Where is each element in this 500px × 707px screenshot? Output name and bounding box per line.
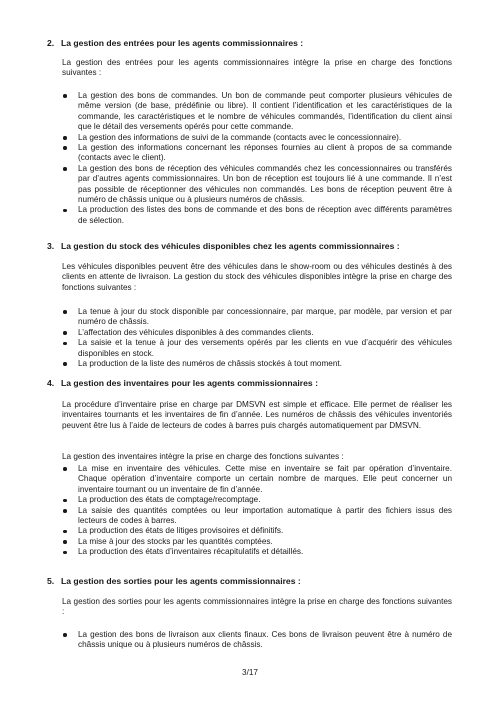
section-heading-3 bbox=[47, 241, 400, 252]
bullet-list bbox=[62, 307, 452, 369]
list-item: La gestion des bons de réception des véhicules commandés chez les concessionnaires ou transférés par d’autres agents commissionnaires. Un bon de réception est toujours lié à une commande. Il n’est pas possible de réceptionner des véhicules non commandés. Les bons de réception peuvent être à numéro de châssis unique ou à plusieurs numéros de châssis. bbox=[62, 164, 452, 206]
section-number: 5. bbox=[47, 576, 55, 586]
section-title: La gestion du stock des véhicules disponibles chez les agents commissionnaires : bbox=[61, 241, 400, 251]
section-title: La gestion des entrées pour les agents commissionnaires : bbox=[61, 38, 304, 48]
list-item: L’affectation des véhicules disponibles à des commandes clients. bbox=[62, 328, 452, 338]
section-number: 4. bbox=[47, 378, 55, 388]
list-item: La mise à jour des stocks par les quantités comptées. bbox=[62, 537, 452, 547]
section-intro: La gestion des entrées pour les agents commissionnaires intègre la prise en charge des fonctions suivantes : bbox=[62, 58, 452, 78]
list-item: La production des états de comptage/recomptage. bbox=[62, 495, 452, 505]
list-item: La production des états de litiges provisoires et définitifs. bbox=[62, 526, 452, 536]
section-title: La gestion des sorties pour les agents commissionnaires : bbox=[61, 576, 301, 586]
bullet-icon bbox=[63, 342, 67, 346]
list-item: La saisie des quantités comptées ou leur importation automatique à partir des fichiers issus des lecteurs de codes à barres. bbox=[62, 506, 452, 527]
bullet-icon bbox=[63, 530, 67, 534]
list-item: La production des listes des bons de commande et des bons de réception avec différents paramètres de sélection. bbox=[62, 205, 452, 226]
bullet-icon bbox=[63, 633, 67, 637]
section-title: La gestion des inventaires pour les agents commissionnaires : bbox=[61, 378, 318, 388]
list-item: La gestion des informations de suivi de la commande (contacts avec le concessionnaire). bbox=[62, 133, 452, 143]
list-item: La tenue à jour du stock disponible par concessionnaire, par marque, par modèle, par version et par numéro de châssis. bbox=[62, 307, 452, 328]
section-intro: Les véhicules disponibles peuvent être des véhicules dans le show-room ou des véhicules destinés à des clients en attente de livraison. La gestion du stock des véhicules disponibles intègre la prise en charge des fonctions suivantes : bbox=[62, 262, 452, 292]
list-item: La saisie et la tenue à jour des versements opérés par les clients en vue d’acquérir des véhicules disponibles en stock. bbox=[62, 338, 452, 359]
bullet-icon bbox=[63, 310, 67, 314]
bullet-list bbox=[62, 91, 452, 226]
section-intro: La procédure d’inventaire prise en charge par DMSVN est simple et efficace. Elle permet de réaliser les inventaires tournants et les inventaires de fin d’année. Les numéros de châssis des véhicules inventoriés peuvent être lus à l’aide de lecteurs de codes à barres puis chargés automatiquement par DMSVN. bbox=[62, 400, 452, 430]
section-heading-2 bbox=[47, 38, 303, 49]
bullet-icon bbox=[63, 136, 67, 140]
bullet-icon bbox=[63, 167, 67, 171]
section-intro: La gestion des sorties pour les agents commissionnaires intègre la prise en charge des fonctions suivantes : bbox=[62, 597, 452, 617]
section-heading-4 bbox=[47, 378, 318, 389]
section-number: 3. bbox=[47, 241, 55, 251]
section-heading-5 bbox=[47, 576, 301, 587]
bullet-icon bbox=[63, 209, 67, 213]
bullet-icon bbox=[63, 499, 67, 503]
list-item: La production de la liste des numéros de châssis stockés à tout moment. bbox=[62, 359, 452, 369]
list-item: La production des états d’inventaires récapitulatifs et détaillés. bbox=[62, 547, 452, 557]
bullet-icon bbox=[63, 146, 67, 150]
section-number: 2. bbox=[47, 38, 55, 48]
bullet-icon bbox=[63, 362, 67, 366]
bullet-icon bbox=[63, 551, 67, 555]
bullet-icon bbox=[63, 509, 67, 513]
list-item: La gestion des bons de commandes. Un bon de commande peut comporter plusieurs véhicules de même version (de base, prédéfinie ou libre). Il contient l’identification et les caractéristiques de la commande, les caractéristiques et le nombre de véhicules commandés, l’identification du client ainsi que le détail des versements opérés pour cette commande. bbox=[62, 91, 452, 133]
bullet-icon bbox=[63, 467, 67, 471]
bullet-list bbox=[62, 630, 452, 651]
list-item: La gestion des informations concernant les réponses fournies au client à propos de sa commande (contacts avec le client). bbox=[62, 143, 452, 164]
bullet-icon bbox=[63, 94, 67, 98]
section-intro-2: La gestion des inventaires intègre la prise en charge des fonctions suivantes : bbox=[62, 452, 344, 461]
list-item: La gestion des bons de livraison aux clients finaux. Ces bons de livraison peuvent être à numéro de châssis unique ou à plusieurs numéros de châssis. bbox=[62, 630, 452, 651]
page-number: 3/17 bbox=[242, 668, 258, 677]
bullet-list bbox=[62, 464, 452, 558]
bullet-icon bbox=[63, 540, 67, 544]
bullet-icon bbox=[63, 331, 67, 335]
list-item: La mise en inventaire des véhicules. Cette mise en inventaire se fait par opération d’inventaire. Chaque opération d’inventaire comporte un certain nombre de marques. Elle peut concerner un inventaire tournant ou un inventaire de fin d’année. bbox=[62, 464, 452, 495]
